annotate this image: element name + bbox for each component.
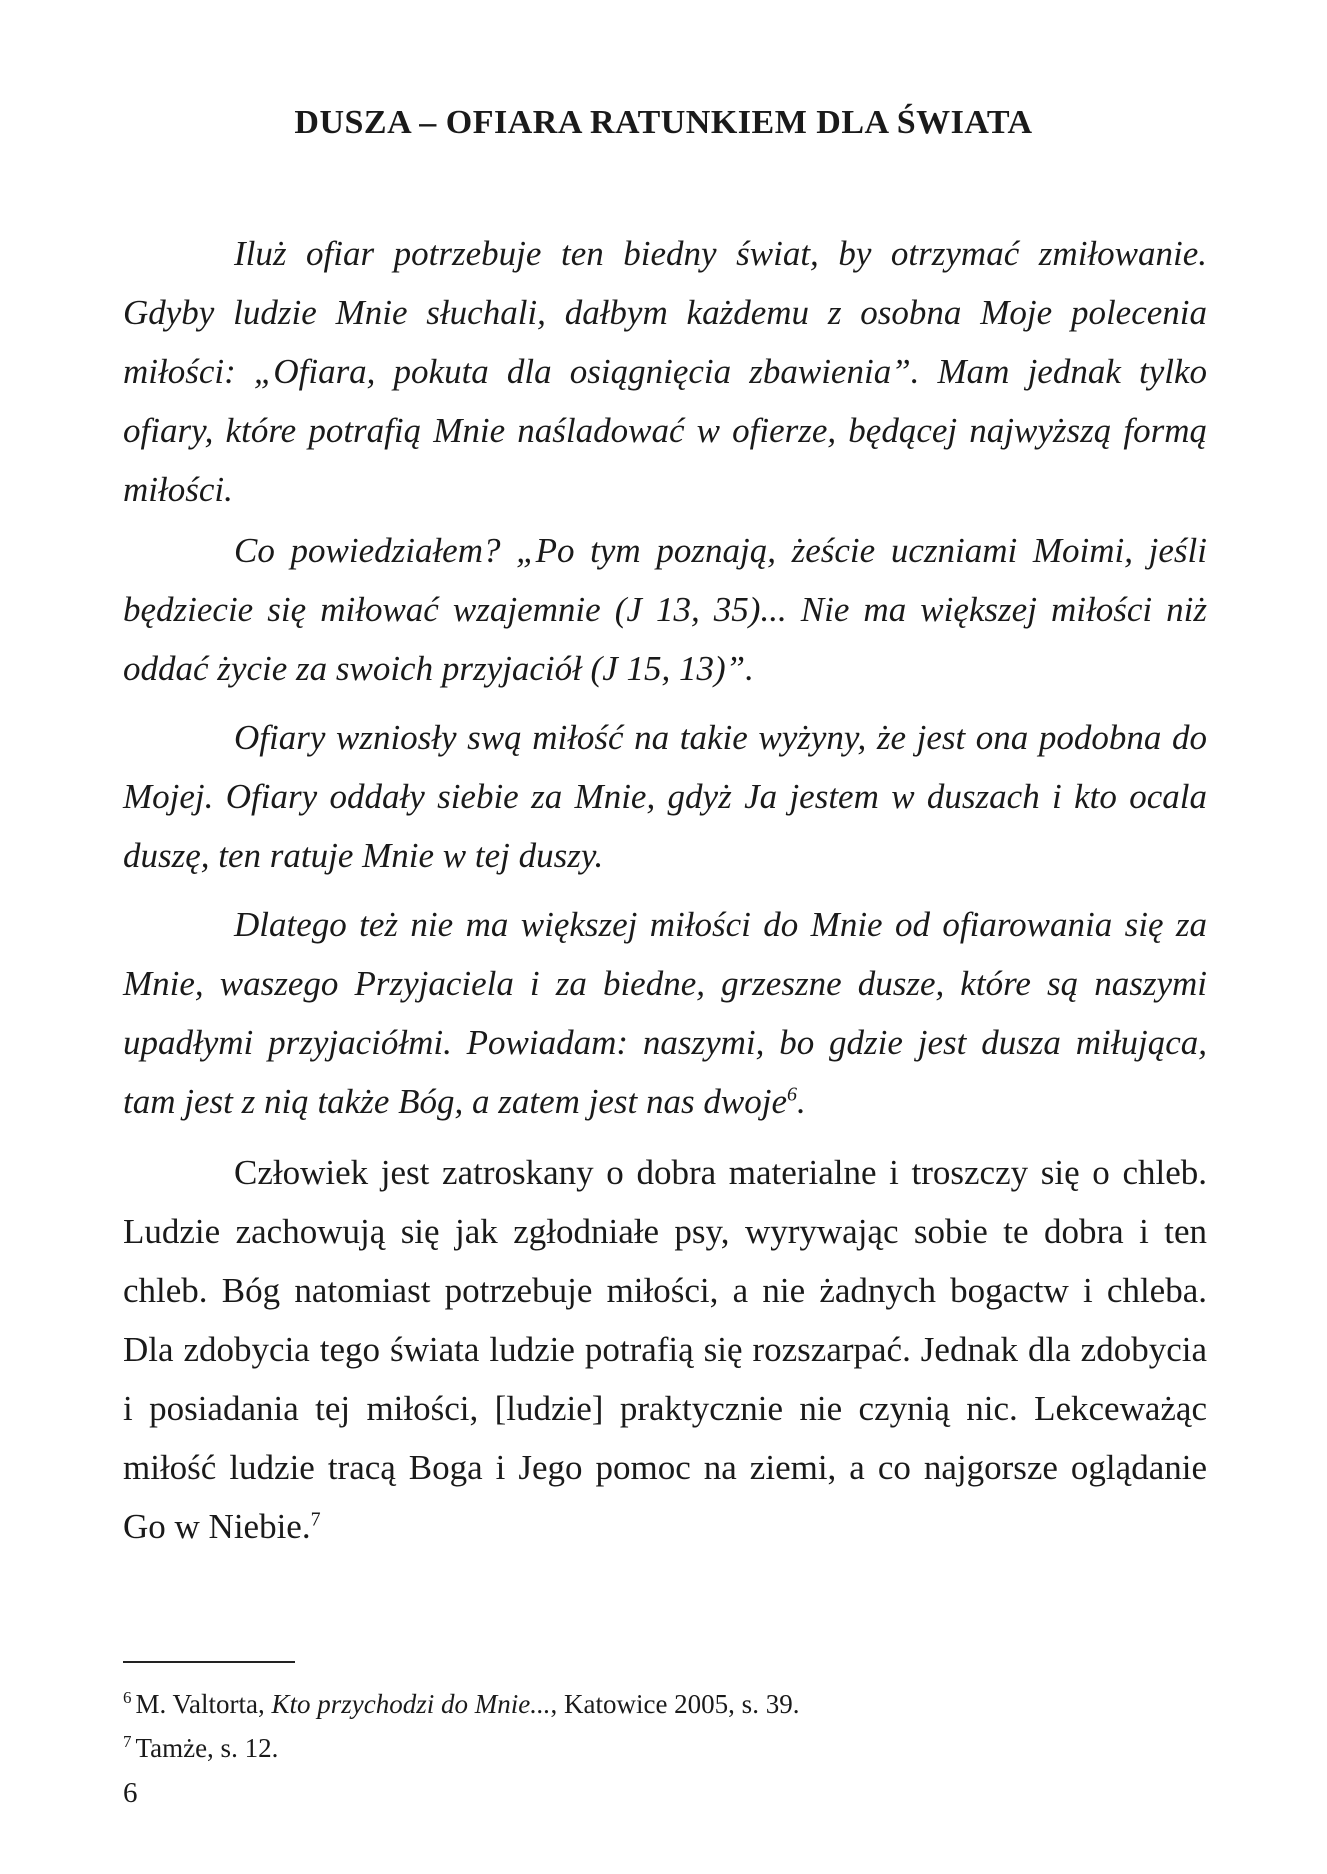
- footnote-work-title: Kto przychodzi do Mnie...: [271, 1689, 551, 1719]
- paragraph-3: Ofiary wzniosły swą miłość na takie wyżyny, że jest ona podobna do Mojej. Ofiary oddały siebie za Mnie, gdyż Ja jestem w duszach i kto ocala duszę, ten ratuje Mnie w tej duszy.: [123, 718, 1207, 875]
- footnote-text: Tamże, s. 12.: [135, 1733, 279, 1763]
- footnotes: [123, 1682, 1207, 1770]
- paragraph-5-text: Człowiek jest zatroskany o dobra materialne i troszczy się o chleb. Ludzie zachowują się jak zgłodniałe psy, wyrywając sobie te dobra i ten chleb. Bóg natomiast potrzebuje miłości, a nie żadnych bogactw i chleba. Dla zdobycia tego świata ludzie potrafią się rozszarpać. Jednak dla zdobycia i posiadania tej miłości, [ludzie] praktycznie nie czynią nic. Lekceważąc miłość ludzie tracą Boga i Jego pomoc na ziemi, a co najgorsze oglądanie Go w Niebie.: [123, 1153, 1207, 1546]
- footnote-number: 6: [123, 1688, 132, 1707]
- chapter-title: DUSZA – OFIARA RATUNKIEM DLA ŚWIATA: [294, 104, 1033, 141]
- paragraph-4-text: Dlatego też nie ma większej miłości do Mnie od ofiarowania się za Mnie, waszego Przyjaciela i za biedne, grzeszne dusze, które są naszymi upadłymi przyjaciółmi. Powiadam: naszymi, bo gdzie jest dusza miłująca, tam jest z nią także Bóg, a zatem jest nas dwoje: [123, 905, 1207, 1121]
- paragraph-4: [123, 895, 1207, 1131]
- footnote-divider: [123, 1661, 295, 1663]
- main-text: [123, 224, 1207, 1556]
- paragraph-1: Iluż ofiar potrzebuje ten biedny świat, by otrzymać zmiłowanie. Gdyby ludzie Mnie słuchali, dałbym każdemu z osobna Moje polecenia miłości: „Ofiara, pokuta dla osiągnięcia zbawienia”. Mam jednak tylko ofiary, które potrafią Mnie naśladować w ofierze, będącej najwyższą formą miłości.: [123, 234, 1207, 509]
- footnote-ref-7: 7: [310, 1508, 321, 1531]
- paragraph-5: [123, 1143, 1207, 1556]
- footnote-ref-6: 6: [786, 1083, 797, 1106]
- paragraph-4-end: .: [796, 1082, 806, 1121]
- footnote-author: M. Valtorta,: [135, 1689, 272, 1719]
- footnote-6: [123, 1682, 1207, 1726]
- footnote-source: , Katowice 2005, s. 39.: [550, 1689, 800, 1719]
- footnote-7: [123, 1726, 1207, 1770]
- paragraph-2: Co powiedziałem? „Po tym poznają, żeście uczniami Moimi, jeśli będziecie się miłować wzajemnie (J 13, 35)... Nie ma większej miłości niż oddać życie za swoich przyjaciół (J 15, 13)”.: [123, 531, 1207, 688]
- page-number: 6: [123, 1777, 138, 1809]
- footnote-number: 7: [123, 1732, 132, 1751]
